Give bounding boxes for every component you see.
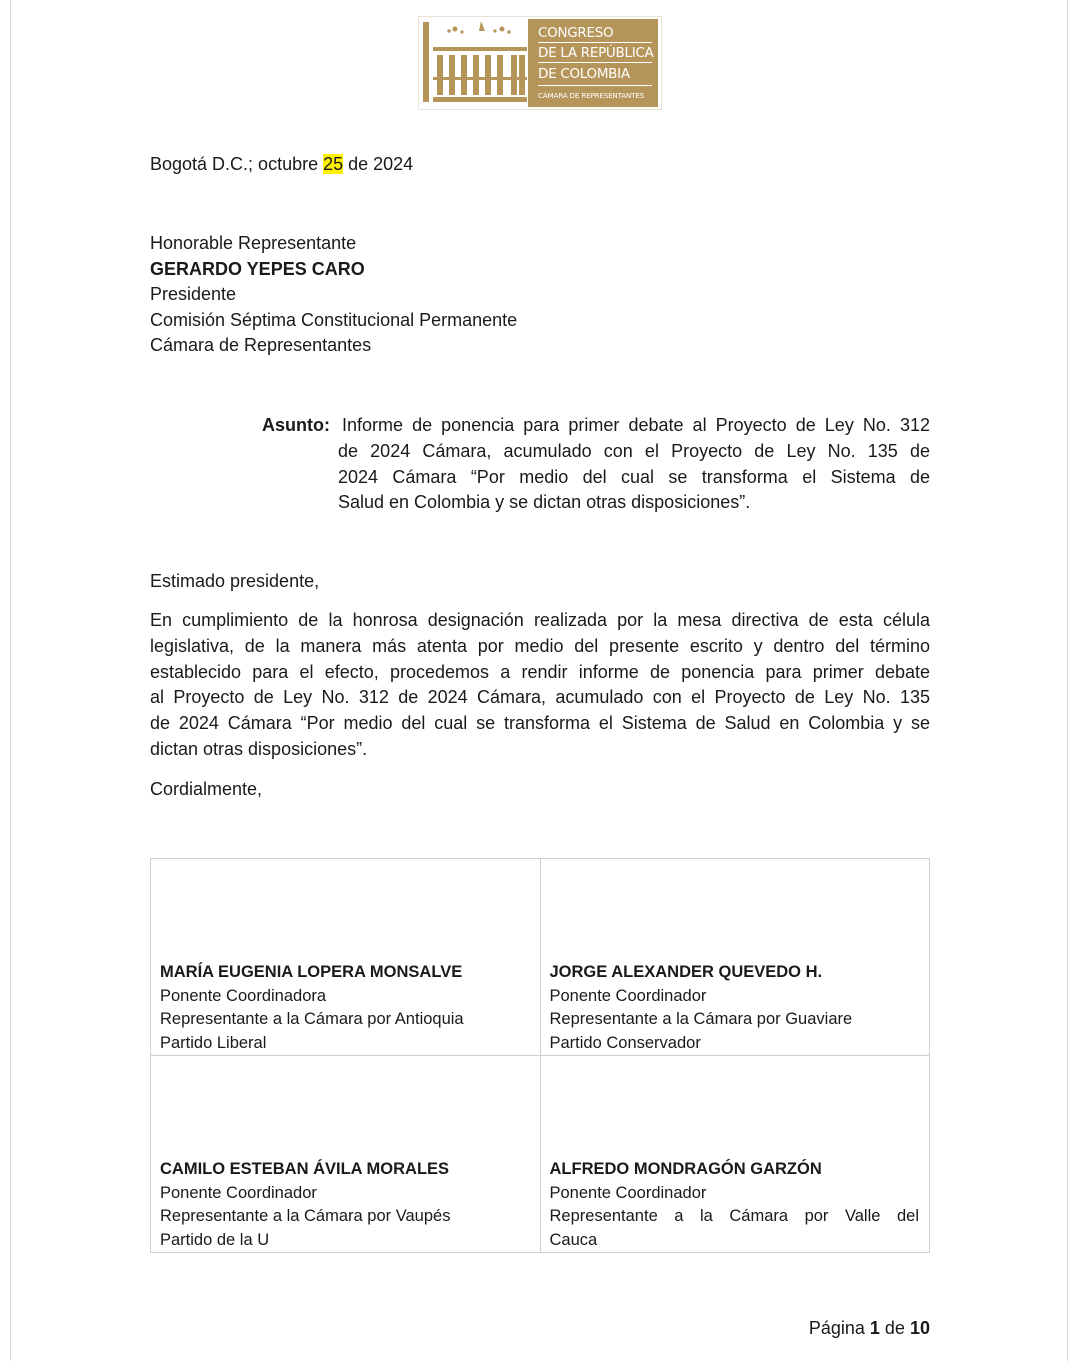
logo-rule: [538, 42, 652, 43]
recipient-chamber: Cámara de Representantes: [150, 335, 372, 355]
signatory-district: Representante a la Cámara por Antioquia: [160, 1010, 464, 1028]
subject-line: 2024 Cámara “Por medio del cual se transforma el Sistema de: [338, 466, 930, 487]
logo-text-panel: [528, 19, 658, 107]
body-line: En cumplimiento de la honrosa designación realizada por la mesa directiva de esta célula: [150, 610, 930, 630]
date-suffix: de 2024: [343, 154, 414, 174]
signatory-party: Partido Liberal: [160, 1033, 267, 1052]
signatory-role: Ponente Coordinador: [160, 1183, 317, 1202]
subject-line: Salud en Colombia y se dictan otras disposiciones”.: [338, 492, 751, 513]
recipient-salutation: Honorable Representante: [150, 233, 357, 253]
body-line: legislativa, de la manera más atenta por medio del presente escrito y dentro del término: [150, 635, 930, 656]
signatory-role: Ponente Coordinador: [549, 1183, 707, 1202]
signature-cell: [540, 859, 930, 1056]
page-current: 1: [869, 1318, 880, 1338]
date-day-highlight: 25: [323, 154, 344, 174]
signatory-role: Ponente Coordinadora: [160, 986, 327, 1005]
body-line: de 2024 Cámara “Por medio del cual se transforma el Sistema de Salud en Colombia y se: [150, 713, 930, 734]
recipient-name: GERARDO YEPES CARO: [150, 259, 365, 279]
signatory-district-cont: Cauca: [549, 1230, 598, 1249]
subject-label: Asunto:: [262, 415, 330, 435]
signature-row: [151, 859, 930, 1056]
body-paragraph: [150, 608, 930, 763]
greeting: Estimado presidente,: [150, 571, 320, 591]
subject-text: [338, 413, 930, 516]
signature-cell: [151, 1056, 541, 1253]
letter-date: [150, 152, 413, 178]
logo-line-3: DE COLOMBIA: [538, 66, 630, 82]
signatory-role: Ponente Coordinador: [549, 986, 707, 1005]
body-line: dictan otras disposiciones”.: [150, 738, 368, 759]
page-of-label: de: [884, 1318, 905, 1338]
logo-rule: [538, 85, 652, 86]
signatory-name: ALFREDO MONDRAGÓN GARZÓN: [549, 1160, 822, 1178]
congress-logo: [419, 17, 661, 109]
page-total: 10: [909, 1318, 930, 1338]
signatory-party: Partido Conservador: [549, 1033, 701, 1052]
signatory-district: Representante a la Cámara por Vaupés: [160, 1207, 451, 1225]
date-prefix: Bogotá D.C.; octubre: [150, 154, 324, 174]
logo-line-1: CONGRESO: [538, 25, 614, 41]
logo-subtitle: CÁMARA DE REPRESENTANTES: [538, 91, 645, 100]
signatory-party: Partido de la U: [160, 1230, 270, 1249]
signatory-name: MARÍA EUGENIA LOPERA MONSALVE: [160, 963, 463, 981]
signatory-name: CAMILO ESTEBAN ÁVILA MORALES: [160, 1160, 450, 1178]
signature-table: [150, 858, 930, 1253]
signatory-district: Representante a la Cámara por Guaviare: [549, 1010, 853, 1028]
page-number: [809, 1318, 930, 1339]
signatory-name: JORGE ALEXANDER QUEVEDO H.: [549, 963, 823, 981]
logo-line-2: DE LA REPÚBLICA: [538, 45, 654, 61]
logo-rule: [538, 62, 652, 63]
subject-line: Informe de ponencia para primer debate al Proyecto de Ley No. 312: [342, 415, 930, 435]
signature-cell: [151, 859, 541, 1056]
signature-row: [151, 1056, 930, 1253]
capitol-building-icon: [419, 17, 527, 109]
body-line: al Proyecto de Ley No. 312 de 2024 Cámara, acumulado con el Proyecto de Ley No. 135: [150, 687, 930, 708]
subject-line: de 2024 Cámara, acumulado con el Proyecto de Ley No. 135 de: [338, 440, 930, 461]
recipient-commission: Comisión Séptima Constitucional Permanente: [150, 310, 518, 330]
body-line: establecido para el efecto, procedemos a rendir informe de ponencia para primer debate: [150, 661, 930, 682]
recipient-role: Presidente: [150, 284, 237, 304]
signature-cell: [540, 1056, 930, 1253]
closing: Cordialmente,: [150, 779, 263, 799]
page-label: Página: [808, 1318, 865, 1338]
signatory-district: Representante a la Cámara por Valle del: [549, 1207, 919, 1225]
